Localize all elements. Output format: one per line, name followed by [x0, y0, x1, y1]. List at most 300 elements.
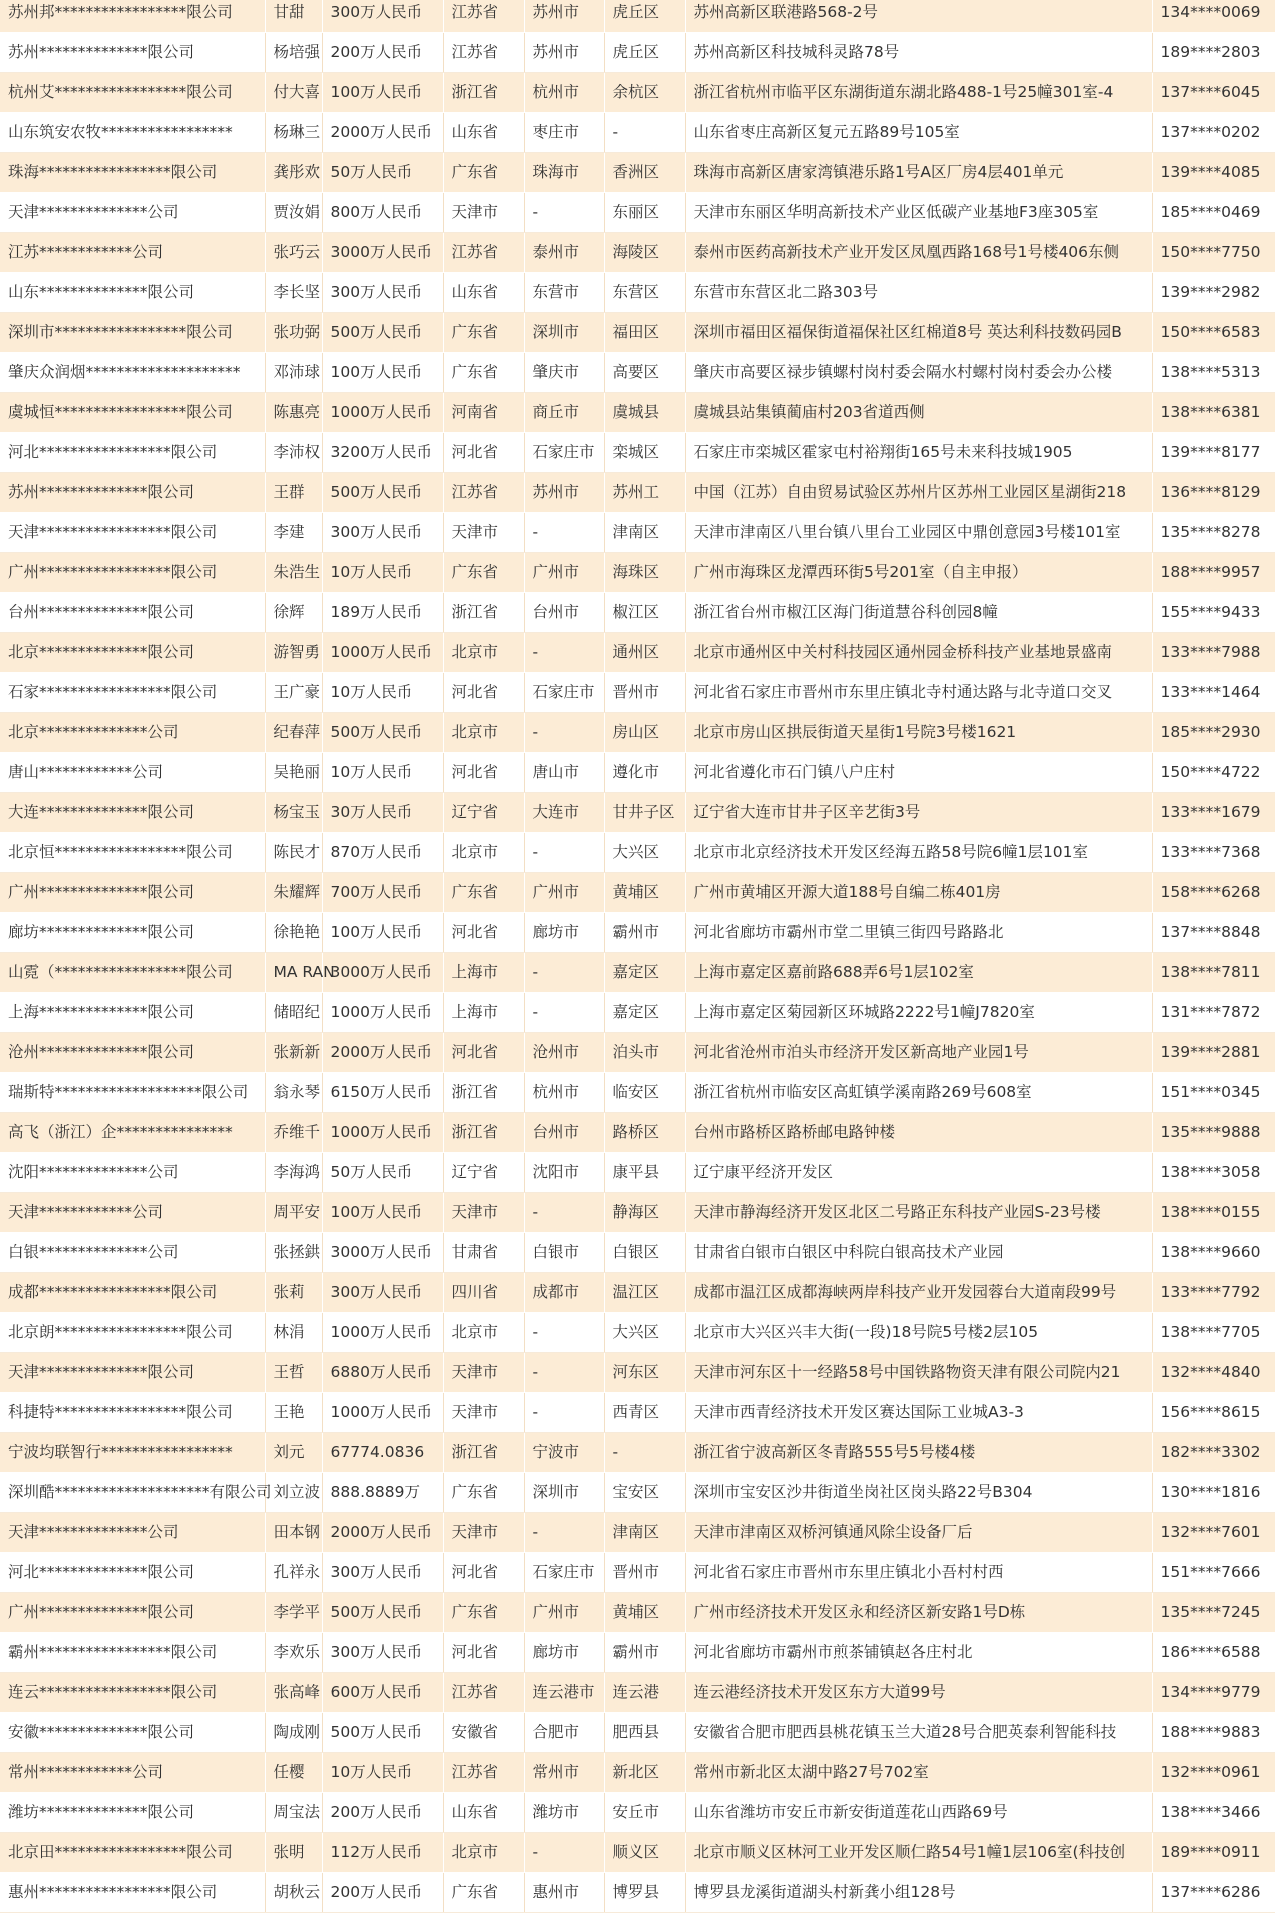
cell-company: 成都*****************限公司: [0, 1273, 265, 1313]
cell-district: 通州区: [604, 633, 685, 673]
cell-company: 常州************公司: [0, 1753, 265, 1793]
table-row: [0, 673, 1275, 713]
cell-address: 安徽省合肥市肥西县桃花镇玉兰大道28号合肥英泰利智能科技: [685, 1713, 1152, 1753]
cell-capital: 300万人民币: [322, 513, 443, 553]
cell-legal-rep: 王哲: [265, 1353, 322, 1393]
cell-phone: 133****7988: [1152, 633, 1275, 673]
cell-legal-rep: 任樱: [265, 1753, 322, 1793]
cell-district: 高要区: [604, 353, 685, 393]
cell-province: 山东省: [443, 113, 524, 153]
cell-city: 连云港市: [524, 1673, 604, 1713]
cell-city: 惠州市: [524, 1873, 604, 1913]
cell-legal-rep: 王群: [265, 473, 322, 513]
table-row: [0, 433, 1275, 473]
cell-legal-rep: 张拯鉷: [265, 1233, 322, 1273]
cell-district: 大兴区: [604, 833, 685, 873]
cell-province: 天津市: [443, 1193, 524, 1233]
cell-province: 河北省: [443, 1553, 524, 1593]
cell-city: 合肥市: [524, 1713, 604, 1753]
cell-address: 珠海市高新区唐家湾镇港乐路1号A区厂房4层401单元: [685, 153, 1152, 193]
cell-company: 天津**************公司: [0, 1513, 265, 1553]
cell-district: 嘉定区: [604, 993, 685, 1033]
table-row: [0, 1593, 1275, 1633]
cell-phone: 136****8129: [1152, 473, 1275, 513]
cell-company: 苏州**************限公司: [0, 473, 265, 513]
cell-legal-rep: 周平安: [265, 1193, 322, 1233]
cell-city: -: [524, 1193, 604, 1233]
cell-address: 东营市东营区北二路303号: [685, 273, 1152, 313]
cell-capital: 300万人民币: [322, 0, 443, 33]
cell-legal-rep: 付大喜: [265, 73, 322, 113]
cell-address: 河北省遵化市石门镇八户庄村: [685, 753, 1152, 793]
cell-company: 北京**************公司: [0, 713, 265, 753]
cell-capital: 100万人民币: [322, 1193, 443, 1233]
cell-address: 苏州高新区联港路568-2号: [685, 0, 1152, 33]
cell-company: 上海**************限公司: [0, 993, 265, 1033]
cell-city: 大连市: [524, 793, 604, 833]
cell-province: 广东省: [443, 153, 524, 193]
cell-legal-rep: 李沛权: [265, 433, 322, 473]
table-row: [0, 1233, 1275, 1273]
cell-city: 宁波市: [524, 1433, 604, 1473]
cell-province: 北京市: [443, 1833, 524, 1873]
cell-company: 天津**************限公司: [0, 1353, 265, 1393]
cell-province: 河北省: [443, 673, 524, 713]
cell-address: 连云港经济技术开发区东方大道99号: [685, 1673, 1152, 1713]
cell-district: 新北区: [604, 1753, 685, 1793]
cell-district: 津南区: [604, 513, 685, 553]
cell-district: 晋州市: [604, 673, 685, 713]
table-row: [0, 953, 1275, 993]
cell-legal-rep: 翁永琴: [265, 1073, 322, 1113]
cell-phone: 158****6268: [1152, 873, 1275, 913]
cell-district: 津南区: [604, 1513, 685, 1553]
table-row: [0, 473, 1275, 513]
cell-legal-rep: 李建: [265, 513, 322, 553]
cell-company: 天津*****************限公司: [0, 513, 265, 553]
cell-company: 台州**************限公司: [0, 593, 265, 633]
cell-phone: 138****3466: [1152, 1793, 1275, 1833]
cell-legal-rep: 刘立波: [265, 1473, 322, 1513]
cell-address: 中国（江苏）自由贸易试验区苏州片区苏州工业园区星湖街218: [685, 473, 1152, 513]
cell-capital: 50万人民币: [322, 1153, 443, 1193]
cell-province: 江苏省: [443, 1753, 524, 1793]
cell-province: 河南省: [443, 393, 524, 433]
table-row: [0, 1833, 1275, 1873]
cell-company: 广州**************限公司: [0, 1593, 265, 1633]
cell-company: 大连**************限公司: [0, 793, 265, 833]
cell-capital: 2000万人民币: [322, 1033, 443, 1073]
cell-province: 北京市: [443, 713, 524, 753]
table-row: [0, 833, 1275, 873]
cell-company: 北京恒*****************限公司: [0, 833, 265, 873]
table-row: [0, 113, 1275, 153]
cell-capital: 100万人民币: [322, 353, 443, 393]
cell-phone: 150****6583: [1152, 313, 1275, 353]
cell-company: 惠州*****************限公司: [0, 1873, 265, 1913]
table-row: [0, 1873, 1275, 1913]
cell-capital: 100万人民币: [322, 913, 443, 953]
cell-province: 北京市: [443, 1313, 524, 1353]
cell-company: 山霓（*****************限公司: [0, 953, 265, 993]
cell-legal-rep: 孔祥永: [265, 1553, 322, 1593]
cell-district: 安丘市: [604, 1793, 685, 1833]
cell-phone: 132****7601: [1152, 1513, 1275, 1553]
cell-company: 天津************公司: [0, 1193, 265, 1233]
cell-capital: 67774.0836: [322, 1433, 443, 1473]
cell-province: 辽宁省: [443, 1153, 524, 1193]
cell-district: 西青区: [604, 1393, 685, 1433]
cell-phone: 150****7750: [1152, 233, 1275, 273]
cell-address: 北京市通州区中关村科技园区通州园金桥科技产业基地景盛南: [685, 633, 1152, 673]
table-row: [0, 553, 1275, 593]
cell-district: 河东区: [604, 1353, 685, 1393]
cell-company: 廊坊**************限公司: [0, 913, 265, 953]
table-row: [0, 353, 1275, 393]
table-row: [0, 233, 1275, 273]
table-row: [0, 713, 1275, 753]
cell-province: 安徽省: [443, 1713, 524, 1753]
cell-phone: 137****6045: [1152, 73, 1275, 113]
cell-phone: 156****8615: [1152, 1393, 1275, 1433]
cell-address: 北京市北京经济技术开发区经海五路58号院6幢1层101室: [685, 833, 1152, 873]
cell-capital: 10万人民币: [322, 673, 443, 713]
cell-district: 霸州市: [604, 1633, 685, 1673]
cell-address: 深圳市宝安区沙井街道坐岗社区岗头路22号B304: [685, 1473, 1152, 1513]
cell-district: 福田区: [604, 313, 685, 353]
cell-address: 肇庆市高要区禄步镇螺村岗村委会隔水村螺村岗村委会办公楼: [685, 353, 1152, 393]
cell-address: 北京市房山区拱辰街道天星街1号院3号楼1621: [685, 713, 1152, 753]
table-row: [0, 1553, 1275, 1593]
cell-city: 深圳市: [524, 313, 604, 353]
table-row: [0, 633, 1275, 673]
cell-city: 台州市: [524, 593, 604, 633]
cell-company: 科捷特*****************限公司: [0, 1393, 265, 1433]
cell-address: 河北省石家庄市晋州市东里庄镇北小吾村村西: [685, 1553, 1152, 1593]
cell-city: 深圳市: [524, 1473, 604, 1513]
cell-province: 广东省: [443, 1873, 524, 1913]
cell-address: 辽宁省大连市甘井子区辛艺街3号: [685, 793, 1152, 833]
cell-district: 温江区: [604, 1273, 685, 1313]
cell-province: 河北省: [443, 913, 524, 953]
cell-province: 山东省: [443, 1793, 524, 1833]
cell-phone: 138****5313: [1152, 353, 1275, 393]
cell-company: 北京**************限公司: [0, 633, 265, 673]
cell-city: 广州市: [524, 1593, 604, 1633]
cell-province: 天津市: [443, 1353, 524, 1393]
cell-city: 肇庆市: [524, 353, 604, 393]
cell-address: 博罗县龙溪街道湖头村新龚小组128号: [685, 1873, 1152, 1913]
cell-capital: 2000万人民币: [322, 1513, 443, 1553]
cell-company: 瑞斯特*******************限公司: [0, 1073, 265, 1113]
cell-address: 河北省廊坊市霸州市煎茶铺镇赵各庄村北: [685, 1633, 1152, 1673]
cell-phone: 133****1679: [1152, 793, 1275, 833]
table-row: [0, 1713, 1275, 1753]
cell-capital: 870万人民币: [322, 833, 443, 873]
cell-capital: 3200万人民币: [322, 433, 443, 473]
cell-company: 宁波均联智行*****************: [0, 1433, 265, 1473]
cell-company: 山东**************限公司: [0, 273, 265, 313]
cell-phone: 151****7666: [1152, 1553, 1275, 1593]
table-row: [0, 153, 1275, 193]
cell-legal-rep: 龚彤欢: [265, 153, 322, 193]
cell-legal-rep: 张莉: [265, 1273, 322, 1313]
cell-address: 浙江省杭州市临安区高虹镇学溪南路269号608室: [685, 1073, 1152, 1113]
cell-city: 苏州市: [524, 33, 604, 73]
cell-capital: 300万人民币: [322, 1553, 443, 1593]
cell-phone: 137****8848: [1152, 913, 1275, 953]
cell-city: -: [524, 953, 604, 993]
cell-company: 高飞（浙江）企***************: [0, 1113, 265, 1153]
cell-address: 浙江省宁波高新区冬青路555号5号楼4楼: [685, 1433, 1152, 1473]
cell-city: 唐山市: [524, 753, 604, 793]
cell-legal-rep: 李海鸿: [265, 1153, 322, 1193]
table-row: [0, 793, 1275, 833]
cell-city: 潍坊市: [524, 1793, 604, 1833]
cell-province: 浙江省: [443, 1433, 524, 1473]
cell-province: 浙江省: [443, 1113, 524, 1153]
cell-province: 广东省: [443, 1593, 524, 1633]
cell-city: -: [524, 1833, 604, 1873]
cell-district: 泊头市: [604, 1033, 685, 1073]
table-row: [0, 1353, 1275, 1393]
cell-city: -: [524, 633, 604, 673]
cell-legal-rep: MA RAN: [265, 953, 322, 993]
cell-capital: 3000万人民币: [322, 233, 443, 273]
cell-city: 石家庄市: [524, 433, 604, 473]
cell-city: -: [524, 713, 604, 753]
cell-legal-rep: 朱浩生: [265, 553, 322, 593]
cell-phone: 182****3302: [1152, 1433, 1275, 1473]
cell-phone: 188****9883: [1152, 1713, 1275, 1753]
cell-phone: 185****2930: [1152, 713, 1275, 753]
cell-company: 北京朗*****************限公司: [0, 1313, 265, 1353]
cell-capital: 200万人民币: [322, 1793, 443, 1833]
cell-company: 沈阳**************公司: [0, 1153, 265, 1193]
table-row: [0, 393, 1275, 433]
cell-city: 常州市: [524, 1753, 604, 1793]
cell-province: 河北省: [443, 433, 524, 473]
cell-legal-rep: 林涓: [265, 1313, 322, 1353]
table-row: [0, 1193, 1275, 1233]
cell-address: 苏州高新区科技城科灵路78号: [685, 33, 1152, 73]
cell-address: 泰州市医药高新技术产业开发区凤凰西路168号1号楼406东侧: [685, 233, 1152, 273]
cell-phone: 134****0069: [1152, 0, 1275, 33]
cell-address: 河北省廊坊市霸州市堂二里镇三街四号路路北: [685, 913, 1152, 953]
cell-company: 苏州**************限公司: [0, 33, 265, 73]
cell-legal-rep: 陶成刚: [265, 1713, 322, 1753]
table-row: [0, 273, 1275, 313]
cell-capital: 100万人民币: [322, 73, 443, 113]
cell-legal-rep: 胡秋云: [265, 1873, 322, 1913]
cell-address: 深圳市福田区福保街道福保社区红棉道8号 英达利科技数码园B: [685, 313, 1152, 353]
cell-district: 大兴区: [604, 1313, 685, 1353]
cell-address: 河北省石家庄市晋州市东里庄镇北寺村通达路与北寺道口交叉: [685, 673, 1152, 713]
cell-address: 成都市温江区成都海峡两岸科技产业开发园蓉台大道南段99号: [685, 1273, 1152, 1313]
cell-capital: 50万人民币: [322, 153, 443, 193]
cell-phone: 133****7792: [1152, 1273, 1275, 1313]
cell-district: 博罗县: [604, 1873, 685, 1913]
cell-phone: 135****8278: [1152, 513, 1275, 553]
cell-capital: 888.8889万: [322, 1473, 443, 1513]
cell-district: 白银区: [604, 1233, 685, 1273]
cell-district: 栾城区: [604, 433, 685, 473]
cell-company: 广州**************限公司: [0, 873, 265, 913]
cell-address: 北京市大兴区兴丰大街(一段)18号院5号楼2层105: [685, 1313, 1152, 1353]
cell-district: 椒江区: [604, 593, 685, 633]
cell-capital: 1000万人民币: [322, 1393, 443, 1433]
cell-capital: 500万人民币: [322, 1593, 443, 1633]
cell-company: 山东筑安农牧*****************: [0, 113, 265, 153]
cell-capital: 3000万人民币: [322, 953, 443, 993]
cell-province: 浙江省: [443, 1073, 524, 1113]
cell-capital: 6150万人民币: [322, 1073, 443, 1113]
cell-district: 临安区: [604, 1073, 685, 1113]
cell-legal-rep: 张新新: [265, 1033, 322, 1073]
cell-district: 东丽区: [604, 193, 685, 233]
table-row: [0, 513, 1275, 553]
cell-address: 浙江省台州市椒江区海门街道慧谷科创园8幢: [685, 593, 1152, 633]
cell-capital: 10万人民币: [322, 753, 443, 793]
cell-province: 广东省: [443, 353, 524, 393]
cell-legal-rep: 纪春萍: [265, 713, 322, 753]
cell-legal-rep: 乔维千: [265, 1113, 322, 1153]
cell-phone: 137****6286: [1152, 1873, 1275, 1913]
cell-phone: 130****1816: [1152, 1473, 1275, 1513]
cell-legal-rep: 杨培强: [265, 33, 322, 73]
cell-city: 枣庄市: [524, 113, 604, 153]
cell-city: 东营市: [524, 273, 604, 313]
cell-capital: 3000万人民币: [322, 1233, 443, 1273]
cell-district: 甘井子区: [604, 793, 685, 833]
cell-address: 上海市嘉定区嘉前路688弄6号1层102室: [685, 953, 1152, 993]
cell-province: 江苏省: [443, 233, 524, 273]
cell-address: 天津市东丽区华明高新技术产业区低碳产业基地F3座305室: [685, 193, 1152, 233]
cell-city: 台州市: [524, 1113, 604, 1153]
cell-capital: 6880万人民币: [322, 1353, 443, 1393]
cell-city: -: [524, 1513, 604, 1553]
cell-district: 连云港: [604, 1673, 685, 1713]
cell-city: -: [524, 993, 604, 1033]
cell-capital: 300万人民币: [322, 1273, 443, 1313]
cell-province: 上海市: [443, 993, 524, 1033]
cell-city: 苏州市: [524, 0, 604, 33]
cell-company: 珠海*****************限公司: [0, 153, 265, 193]
cell-company: 唐山************公司: [0, 753, 265, 793]
cell-legal-rep: 李欢乐: [265, 1633, 322, 1673]
cell-district: 遵化市: [604, 753, 685, 793]
cell-capital: 500万人民币: [322, 473, 443, 513]
cell-address: 山东省潍坊市安丘市新安街道莲花山西路69号: [685, 1793, 1152, 1833]
cell-capital: 30万人民币: [322, 793, 443, 833]
cell-district: 余杭区: [604, 73, 685, 113]
cell-legal-rep: 周宝法: [265, 1793, 322, 1833]
cell-company: 苏州邦*****************限公司: [0, 0, 265, 33]
cell-city: 商丘市: [524, 393, 604, 433]
cell-city: -: [524, 833, 604, 873]
cell-legal-rep: 朱耀辉: [265, 873, 322, 913]
cell-district: 霸州市: [604, 913, 685, 953]
cell-phone: 138****7705: [1152, 1313, 1275, 1353]
cell-legal-rep: 王艳: [265, 1393, 322, 1433]
cell-capital: 500万人民币: [322, 313, 443, 353]
cell-legal-rep: 王广豪: [265, 673, 322, 713]
cell-capital: 112万人民币: [322, 1833, 443, 1873]
cell-province: 广东省: [443, 553, 524, 593]
cell-province: 天津市: [443, 1393, 524, 1433]
cell-phone: 189****2803: [1152, 33, 1275, 73]
cell-phone: 135****9888: [1152, 1113, 1275, 1153]
table-row: [0, 1513, 1275, 1553]
cell-address: 上海市嘉定区菊园新区环城路2222号1幢J7820室: [685, 993, 1152, 1033]
cell-legal-rep: 田本钢: [265, 1513, 322, 1553]
cell-phone: 139****2881: [1152, 1033, 1275, 1073]
cell-city: 泰州市: [524, 233, 604, 273]
table-row: [0, 1113, 1275, 1153]
table-row: [0, 1073, 1275, 1113]
cell-district: 康平县: [604, 1153, 685, 1193]
cell-address: 广州市海珠区龙潭西环街5号201室（自主申报）: [685, 553, 1152, 593]
cell-address: 天津市河东区十一经路58号中国铁路物资天津有限公司院内21: [685, 1353, 1152, 1393]
cell-address: 石家庄市栾城区霍家屯村裕翔街165号未来科技城1905: [685, 433, 1152, 473]
cell-company: 安徽**************限公司: [0, 1713, 265, 1753]
cell-phone: 188****9957: [1152, 553, 1275, 593]
cell-district: 苏州工: [604, 473, 685, 513]
cell-district: 房山区: [604, 713, 685, 753]
cell-address: 甘肃省白银市白银区中科院白银高技术产业园: [685, 1233, 1152, 1273]
cell-capital: 1000万人民币: [322, 993, 443, 1033]
cell-company: 石家*****************限公司: [0, 673, 265, 713]
cell-address: 浙江省杭州市临平区东湖街道东湖北路488-1号25幢301室-4: [685, 73, 1152, 113]
cell-legal-rep: 张巧云: [265, 233, 322, 273]
cell-company: 北京田*****************限公司: [0, 1833, 265, 1873]
cell-phone: 189****0911: [1152, 1833, 1275, 1873]
cell-city: 石家庄市: [524, 673, 604, 713]
table-row: [0, 1153, 1275, 1193]
cell-district: -: [604, 113, 685, 153]
cell-phone: 151****0345: [1152, 1073, 1275, 1113]
table-row: [0, 193, 1275, 233]
table-row: [0, 1433, 1275, 1473]
cell-legal-rep: 杨宝玉: [265, 793, 322, 833]
table-row: [0, 73, 1275, 113]
cell-phone: 138****6381: [1152, 393, 1275, 433]
cell-legal-rep: 张高峰: [265, 1673, 322, 1713]
cell-capital: 300万人民币: [322, 273, 443, 313]
cell-province: 四川省: [443, 1273, 524, 1313]
cell-legal-rep: 张功弼: [265, 313, 322, 353]
cell-province: 北京市: [443, 633, 524, 673]
cell-legal-rep: 杨琳三: [265, 113, 322, 153]
table-row: [0, 1033, 1275, 1073]
cell-address: 广州市黄埔区开源大道188号自编二栋401房: [685, 873, 1152, 913]
cell-address: 台州市路桥区路桥邮电路钟楼: [685, 1113, 1152, 1153]
cell-district: 静海区: [604, 1193, 685, 1233]
cell-district: 虞城县: [604, 393, 685, 433]
cell-phone: 139****4085: [1152, 153, 1275, 193]
cell-company: 河北*****************限公司: [0, 433, 265, 473]
cell-capital: 1000万人民币: [322, 1113, 443, 1153]
cell-company: 深圳市*****************限公司: [0, 313, 265, 353]
table-row: [0, 1313, 1275, 1353]
cell-province: 河北省: [443, 1033, 524, 1073]
cell-capital: 500万人民币: [322, 713, 443, 753]
table-row: [0, 1473, 1275, 1513]
cell-address: 辽宁康平经济开发区: [685, 1153, 1152, 1193]
table-row: [0, 1393, 1275, 1433]
cell-legal-rep: 徐辉: [265, 593, 322, 633]
cell-company: 杭州艾*****************限公司: [0, 73, 265, 113]
